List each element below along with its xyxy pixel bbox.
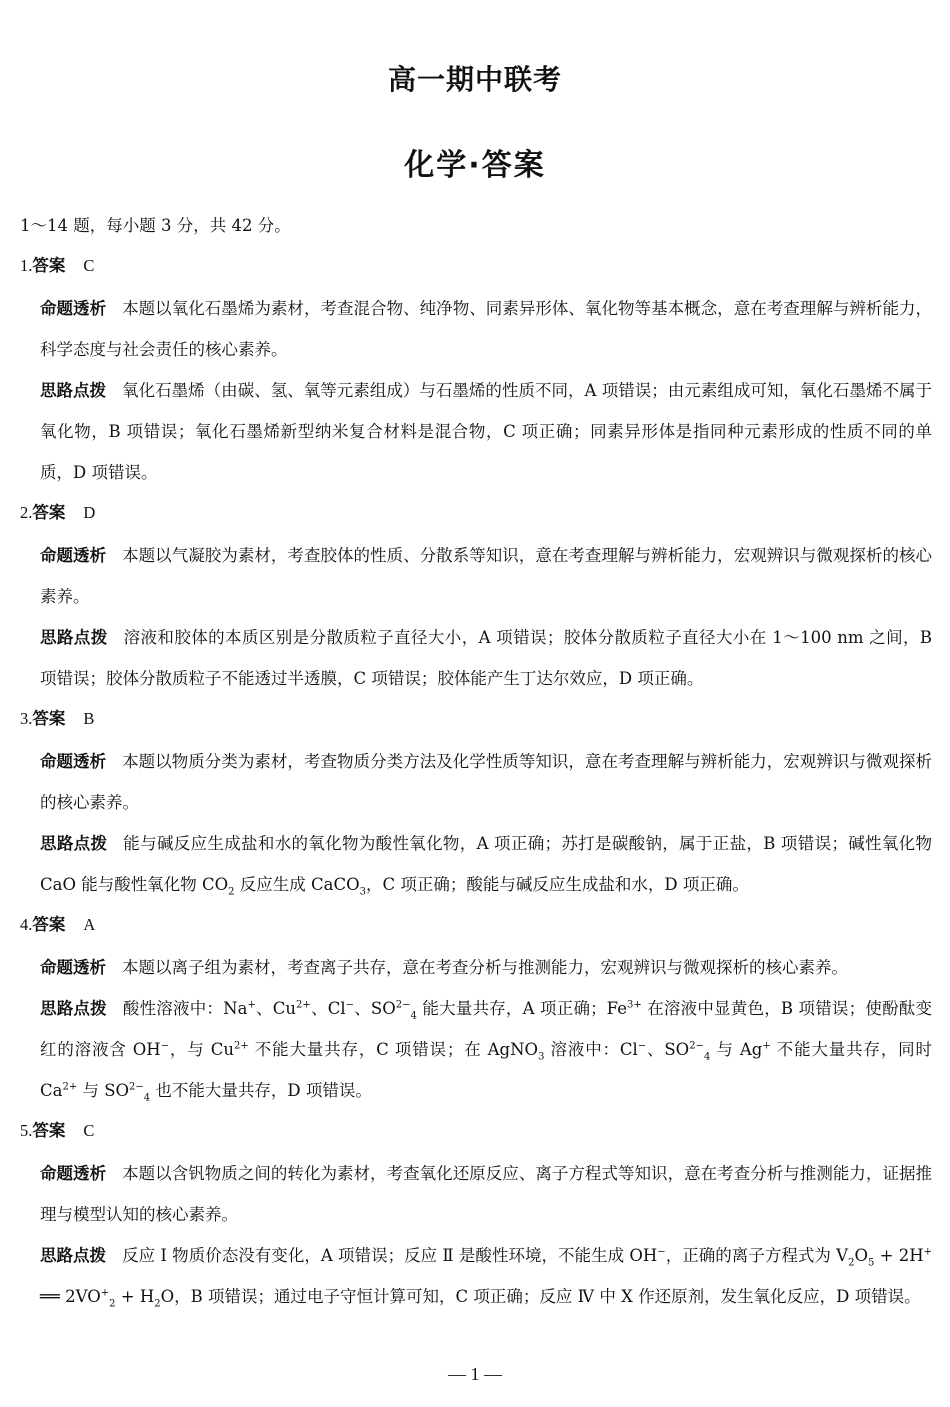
analysis-paragraph (40, 535, 932, 617)
reasoning-text: 酸性溶液中：Na+、$Cu^{2+}$、Cl−、$SO^{2-}_4$ 能大量共存，A 项正确；$Fe^{3+}$ 在溶液中显黄色，B 项错误；使酚酞变红的溶液含 OH−，与 $Cu^{2+}$ 不能大量共存，C 项错误；在 AgNO$_3$ 溶液中：Cl−、$SO^{2-}_4$ 与 Ag+ 不能大量共存，同时 $Ca^{2+}$ 与 $SO^{2-}_4$ 也不能大量共存，D 项错误。 (40, 999, 933, 1104)
answer-value: C (83, 1121, 95, 1140)
analysis-text: 本题以物质分类为素材，考查物质分类方法及化学性质等知识，意在考查理解与辨析能力，宏观辨识与微观探析的核心素养。 (40, 752, 933, 812)
reasoning-text: 反应 Ⅰ 物质价态没有变化，A 项错误；反应 Ⅱ 是酸性环境，不能生成 OH−，正确的离子方程式为 $V_2O_5 + 2H^+$ ══ $2VO^+_2 + H_2O$，B 项错误；通过电子守恒计算可知，C 项正确；反应 Ⅳ 中 X 作还原剂，发生氧化反应，D 项错误。 (40, 1246, 932, 1310)
exam-title: 高一期中联考 (387, 63, 562, 96)
analysis-text: 本题以含钒物质之间的转化为素材，考查氧化还原反应、离子方程式等知识，意在考查分析与推测能力，证据推理与模型认知的核心素养。 (40, 1164, 933, 1224)
question-header (20, 705, 932, 733)
analysis-paragraph (40, 947, 932, 988)
question-header (20, 252, 932, 280)
analysis-label: 命题透析 (40, 546, 107, 565)
answer-value: C (83, 256, 95, 275)
page-number: — 1 — (448, 1364, 502, 1384)
analysis-paragraph (40, 288, 932, 370)
answer-label: 答案 (32, 1121, 66, 1140)
analysis-text: 本题以氧化石墨烯为素材，考查混合物、纯净物、同素异形体、氧化物等基本概念，意在考查理解与辨析能力，科学态度与社会责任的核心素养。 (40, 299, 933, 359)
question-number: 1. (20, 256, 33, 275)
reasoning-label: 思路点拨 (40, 999, 107, 1018)
question-number: 2. (20, 503, 33, 522)
reasoning-label: 思路点拨 (40, 834, 108, 853)
reasoning-paragraph (40, 617, 932, 699)
answer-label: 答案 (32, 709, 66, 728)
analysis-text: 本题以气凝胶为素材，考查胶体的性质、分散系等知识，意在考查理解与辨析能力，宏观辨识与微观探析的核心素养。 (40, 546, 933, 606)
reasoning-paragraph (40, 370, 932, 493)
reasoning-label: 思路点拨 (40, 1246, 107, 1265)
analysis-label: 命题透析 (40, 1164, 107, 1183)
question-header (20, 911, 932, 939)
analysis-paragraph (40, 1153, 932, 1235)
answer-value: A (83, 915, 96, 934)
reasoning-text: 氧化石墨烯（由碳、氢、氧等元素组成）与石墨烯的性质不同，A 项错误；由元素组成可知，氧化石墨烯不属于氧化物，B 项错误；氧化石墨烯新型纳米复合材料是混合物，C 项正确；同素异形体是指同种元素形成的性质不同的单质，D 项错误。 (40, 381, 933, 482)
reasoning-paragraph (40, 988, 932, 1111)
question-1 (20, 252, 932, 493)
answer-label: 答案 (32, 503, 66, 522)
analysis-text: 本题以离子组为素材，考查离子共存，意在考查分析与推测能力，宏观辨识与微观探析的核心素养。 (122, 958, 848, 977)
analysis-label: 命题透析 (40, 752, 107, 771)
question-4 (20, 911, 932, 1111)
answer-value: B (83, 709, 95, 728)
question-header (20, 499, 932, 527)
reasoning-text: 能与碱反应生成盐和水的氧化物为酸性氧化物，A 项正确；苏打是碳酸钠，属于正盐，B 项错误；碱性氧化物 CaO 能与酸性氧化物 $CO_2$ 反应生成 CaCO$_3$，C 项正确；酸能与碱反应生成盐和水，D 项正确。 (40, 834, 933, 898)
answer-label: 答案 (32, 256, 66, 275)
analysis-label: 命题透析 (40, 958, 106, 977)
question-5 (20, 1117, 932, 1317)
reasoning-text: 溶液和胶体的本质区别是分散质粒子直径大小，A 项错误；胶体分散质粒子直径大小在 1～100 nm 之间，B 项错误；胶体分散质粒子不能透过半透膜，C 项错误；胶体能产生丁达尔效应，D 项正确。 (40, 628, 932, 688)
reasoning-paragraph (40, 823, 932, 905)
answer-label: 答案 (32, 915, 66, 934)
analysis-label: 命题透析 (40, 299, 107, 318)
question-number: 3. (20, 709, 33, 728)
question-header (20, 1117, 932, 1145)
reasoning-label: 思路点拨 (40, 381, 107, 400)
content (20, 212, 932, 1323)
answer-value: D (83, 503, 96, 522)
reasoning-paragraph (40, 1235, 932, 1317)
reasoning-label: 思路点拨 (40, 628, 108, 647)
analysis-paragraph (40, 741, 932, 823)
question-3 (20, 705, 932, 905)
question-number: 5. (20, 1121, 33, 1140)
question-number: 4. (20, 915, 33, 934)
question-2 (20, 499, 932, 699)
scoring-intro: 1～14 题，每小题 3 分，共 42 分。 (20, 216, 291, 235)
subject-title: 化学·答案 (404, 148, 546, 183)
